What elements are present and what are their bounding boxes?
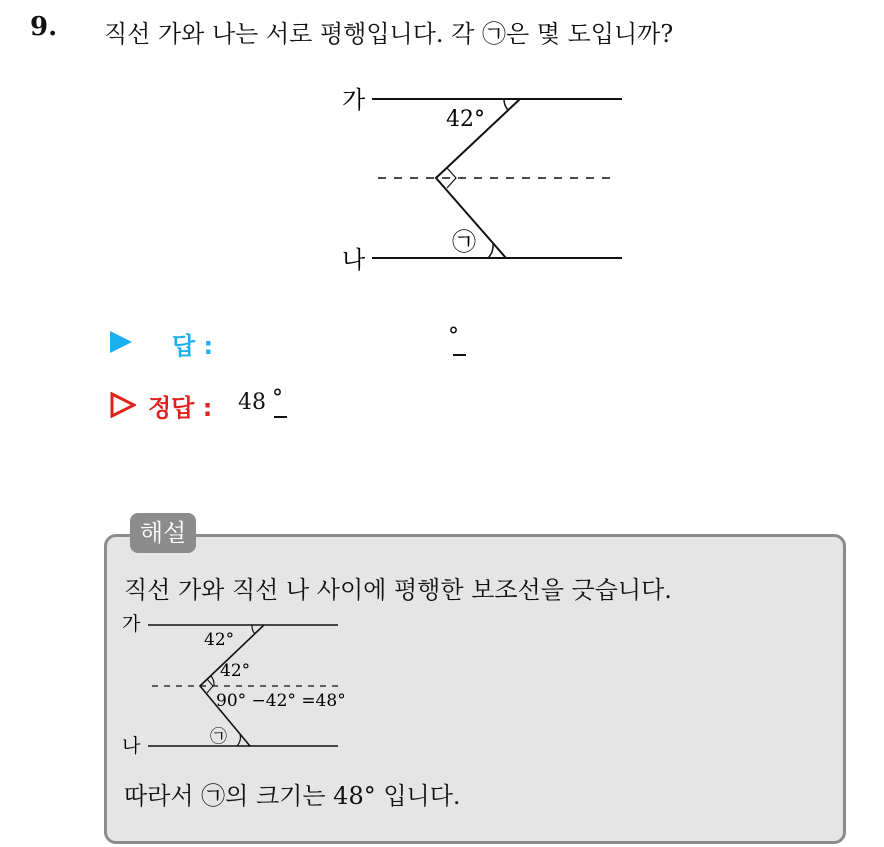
outline-arrow-icon <box>110 392 136 418</box>
exp-calc: 90° −42° =48° <box>216 691 346 711</box>
exp-angle-top: 42° <box>204 630 235 650</box>
answer-unit: ° <box>448 324 459 349</box>
angle-label-unknown: ㉠ <box>452 228 476 256</box>
exp-angle-unknown: ㉠ <box>210 727 227 747</box>
exp-arc-top <box>252 625 255 634</box>
correct-unit: ° <box>272 386 283 411</box>
answer-label: 답 : <box>172 332 214 360</box>
angle-label-42: 42° <box>446 107 485 132</box>
answer-row <box>110 322 510 362</box>
explanation-tag: 해설 <box>130 513 196 553</box>
answer-blank-line[interactable] <box>453 354 466 356</box>
explanation-line-1: 직선 가와 직선 나 사이에 평행한 보조선을 긋습니다. <box>124 576 672 604</box>
question-text: 직선 가와 나는 서로 평행입니다. 각 ㉠은 몇 도입니까? <box>104 20 674 48</box>
angle-arc-top <box>504 99 508 110</box>
angle-arc-bottom <box>488 244 493 258</box>
explanation-line-2: 따라서 ㉠의 크기는 48° 입니다. <box>124 782 461 810</box>
question-number: 9. <box>30 12 58 42</box>
exp-arc-bottom <box>237 734 240 746</box>
correct-value: 48 <box>238 390 266 415</box>
correct-answer-row <box>110 386 510 426</box>
line-label-na: 나 <box>342 246 366 274</box>
correct-label: 정답 : <box>148 394 213 422</box>
parallel-lines-figure <box>330 78 630 278</box>
exp-label-na: 나 <box>122 735 141 757</box>
play-arrow-icon <box>110 331 132 353</box>
explanation-figure <box>118 612 378 762</box>
exp-angle-mid: 42° <box>220 661 251 681</box>
correct-underline <box>274 416 287 418</box>
line-label-ga: 가 <box>342 86 366 114</box>
exp-label-ga: 가 <box>122 613 141 635</box>
